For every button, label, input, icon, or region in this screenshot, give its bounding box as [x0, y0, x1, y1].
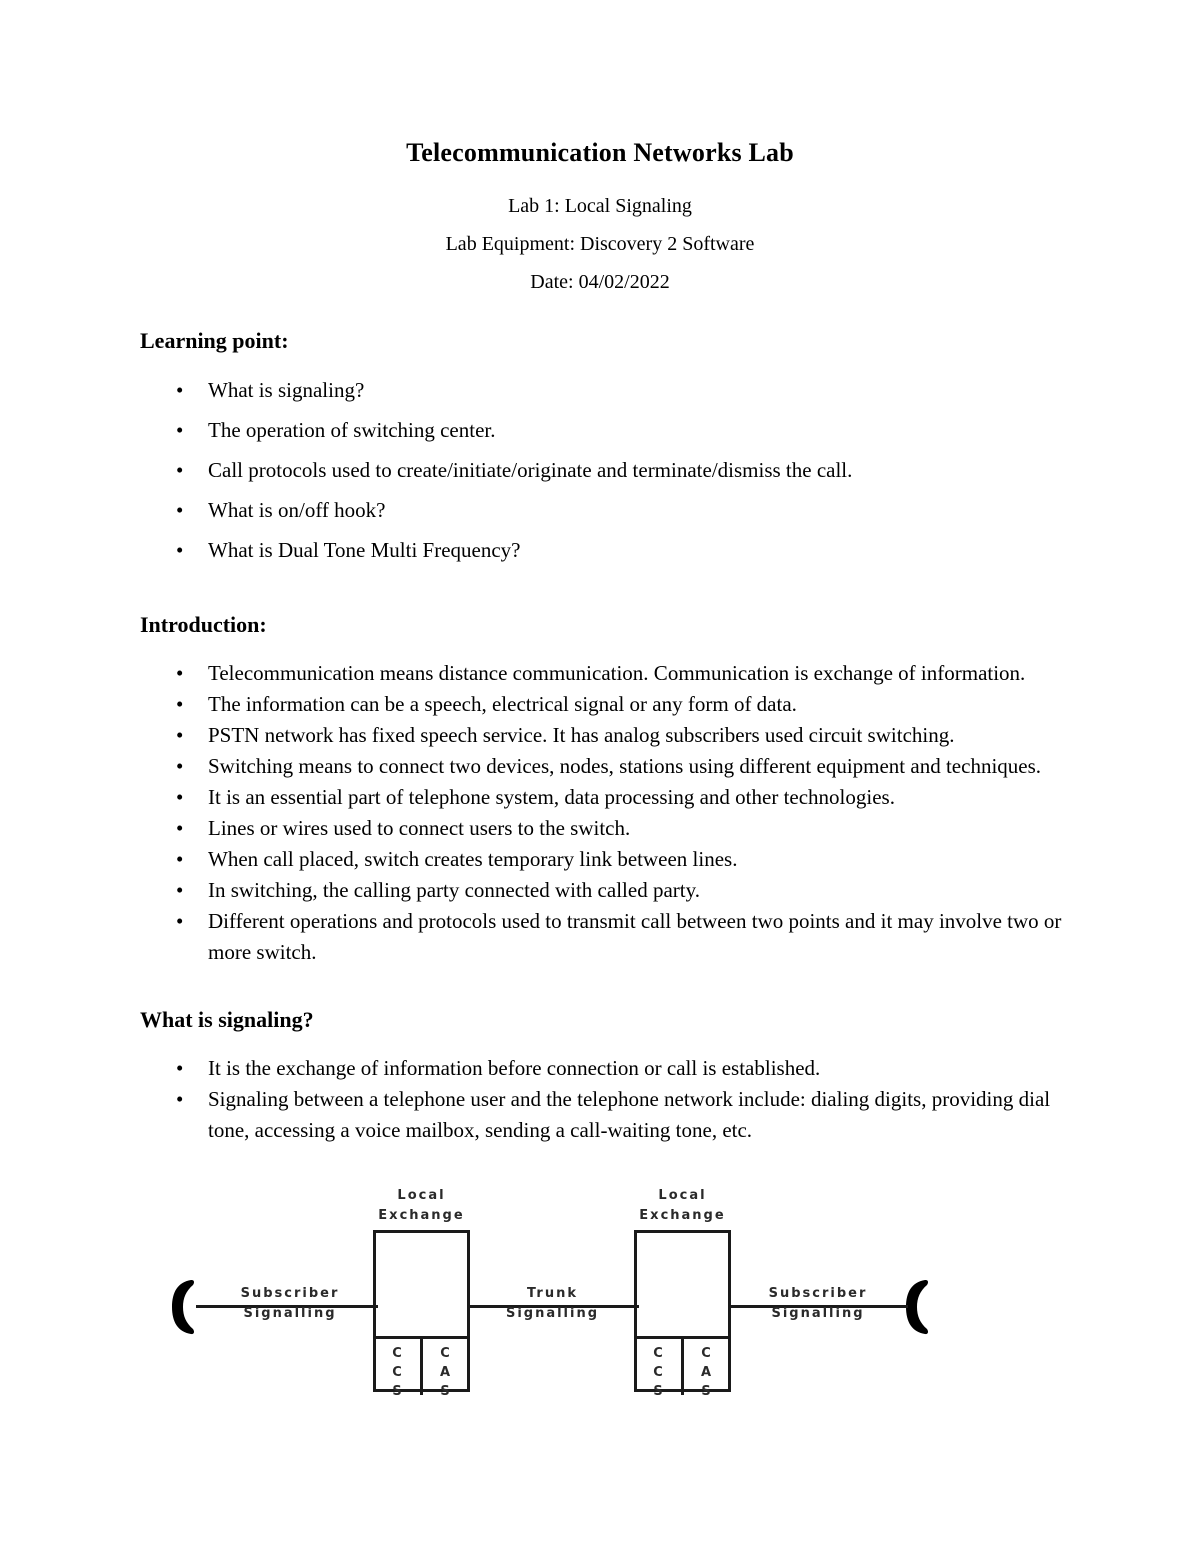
list-item	[0, 490, 1200, 530]
cas-right-char3: S	[701, 1384, 711, 1399]
bullet-icon: •	[176, 538, 184, 562]
bullet-icon: •	[176, 878, 184, 902]
list-item	[0, 1084, 1200, 1146]
list-item-text: The information can be a speech, electrical signal or any form of data.	[208, 692, 797, 716]
list-item-text: Different operations and protocols used to transmit call between two points and it may involve two or more switch.	[208, 909, 1062, 964]
learning-point-list	[0, 352, 1200, 570]
list-item-text: Telecommunication means distance communication. Communication is exchange of information.	[208, 661, 1026, 685]
signalling-network-diagram	[0, 1174, 1200, 1434]
list-item-text: When call placed, switch creates temporary link between lines.	[208, 847, 738, 871]
cas-right-char2: A	[700, 1365, 712, 1380]
signaling-list	[0, 1031, 1200, 1146]
list-item-text: In switching, the calling party connected with called party.	[208, 878, 700, 902]
bullet-icon: •	[176, 458, 184, 482]
list-item	[0, 751, 1200, 782]
lab-equipment-line: Lab Equipment: Discovery 2 Software	[445, 233, 755, 255]
list-item-text: What is signaling?	[208, 378, 365, 402]
ccs-right-char3: S	[653, 1384, 663, 1399]
section-heading-learning-point: Learning point:	[140, 328, 289, 353]
local-exchange-label-right	[614, 1186, 751, 1226]
cas-left-char3: S	[440, 1384, 450, 1399]
subscriber-signalling-right-line1: Subscriber	[768, 1286, 868, 1301]
ccs-right-char2: C	[653, 1365, 663, 1380]
bullet-icon: •	[176, 378, 184, 402]
bullet-icon: •	[176, 754, 184, 778]
bullet-icon: •	[176, 847, 184, 871]
trunk-signalling-line1: Trunk	[526, 1286, 578, 1301]
list-item	[0, 875, 1200, 906]
list-item	[0, 410, 1200, 450]
bullet-icon: •	[176, 1087, 184, 1111]
list-item	[0, 906, 1200, 968]
cas-right-char1: C	[701, 1346, 711, 1361]
subscriber-signalling-right-line2: Signalling	[771, 1306, 865, 1321]
list-item	[0, 844, 1200, 875]
list-item-text: Signaling between a telephone user and the telephone network include: dialing digits, providing dial tone, accessing a voice mailbox, sending a call-waiting tone, etc.	[208, 1087, 1051, 1142]
list-item	[0, 720, 1200, 751]
lab-date-line: Date: 04/02/2022	[530, 271, 670, 293]
list-item-text: Lines or wires used to connect users to the switch.	[208, 816, 631, 840]
cas-cell-label-left	[430, 1344, 460, 1401]
section-heading-what-is-signaling: What is signaling?	[140, 1007, 314, 1032]
exchange-left-cell-divider	[420, 1336, 423, 1395]
list-item	[0, 530, 1200, 570]
local-exchange-label-left-line2: Exchange	[378, 1208, 465, 1223]
ccs-left-char2: C	[392, 1365, 402, 1380]
local-exchange-label-left	[353, 1186, 490, 1226]
bullet-icon: •	[176, 418, 184, 442]
subscriber-signalling-label-left	[205, 1284, 375, 1324]
bullet-icon: •	[176, 723, 184, 747]
list-item	[0, 1053, 1200, 1084]
bullet-icon: •	[176, 785, 184, 809]
section-heading-introduction: Introduction:	[140, 612, 267, 637]
list-item-text: Call protocols used to create/initiate/originate and terminate/dismiss the call.	[208, 458, 853, 482]
lab-subtitle: Lab 1: Local Signaling	[508, 195, 692, 217]
trunk-signalling-line2: Signalling	[505, 1306, 600, 1321]
list-item-text: It is an essential part of telephone system, data processing and other technologies.	[208, 785, 895, 809]
bullet-icon: •	[176, 661, 184, 685]
list-item	[0, 370, 1200, 410]
local-exchange-label-right-line2: Exchange	[639, 1208, 726, 1223]
cas-left-char2: A	[439, 1365, 451, 1380]
list-item	[0, 782, 1200, 813]
list-item-text: The operation of switching center.	[208, 418, 496, 442]
ccs-cell-label-right	[643, 1344, 673, 1401]
bullet-icon: •	[176, 498, 184, 522]
list-item-text: PSTN network has fixed speech service. It has analog subscribers used circuit switching.	[208, 723, 955, 747]
ccs-right-char1: C	[653, 1346, 663, 1361]
page-title: Telecommunication Networks Lab	[406, 138, 794, 167]
bullet-icon: •	[176, 1056, 184, 1080]
trunk-signalling-label	[470, 1284, 635, 1324]
ccs-cell-label-left	[382, 1344, 412, 1401]
local-exchange-label-left-line1: Local	[397, 1188, 446, 1203]
subscriber-signalling-label-right	[733, 1284, 903, 1324]
introduction-list	[0, 636, 1200, 968]
list-item	[0, 450, 1200, 490]
telephone-handset-icon-left	[170, 1278, 196, 1336]
local-exchange-label-right-line1: Local	[658, 1188, 707, 1203]
list-item-text: Switching means to connect two devices, nodes, stations using different equipment and techniques.	[208, 754, 1042, 778]
list-item-text: What is on/off hook?	[208, 498, 386, 522]
bullet-icon: •	[176, 816, 184, 840]
list-item-text: It is the exchange of information before connection or call is established.	[208, 1056, 821, 1080]
subscriber-signalling-left-line1: Subscriber	[240, 1286, 340, 1301]
subscriber-signalling-left-line2: Signalling	[243, 1306, 337, 1321]
list-item	[0, 689, 1200, 720]
cas-cell-label-right	[691, 1344, 721, 1401]
cas-left-char1: C	[440, 1346, 450, 1361]
list-item-text: What is Dual Tone Multi Frequency?	[208, 538, 521, 562]
bullet-icon: •	[176, 909, 184, 933]
list-item	[0, 813, 1200, 844]
bullet-icon: •	[176, 692, 184, 716]
exchange-right-cell-divider	[681, 1336, 684, 1395]
list-item	[0, 658, 1200, 689]
ccs-left-char3: S	[392, 1384, 402, 1399]
ccs-left-char1: C	[392, 1346, 402, 1361]
